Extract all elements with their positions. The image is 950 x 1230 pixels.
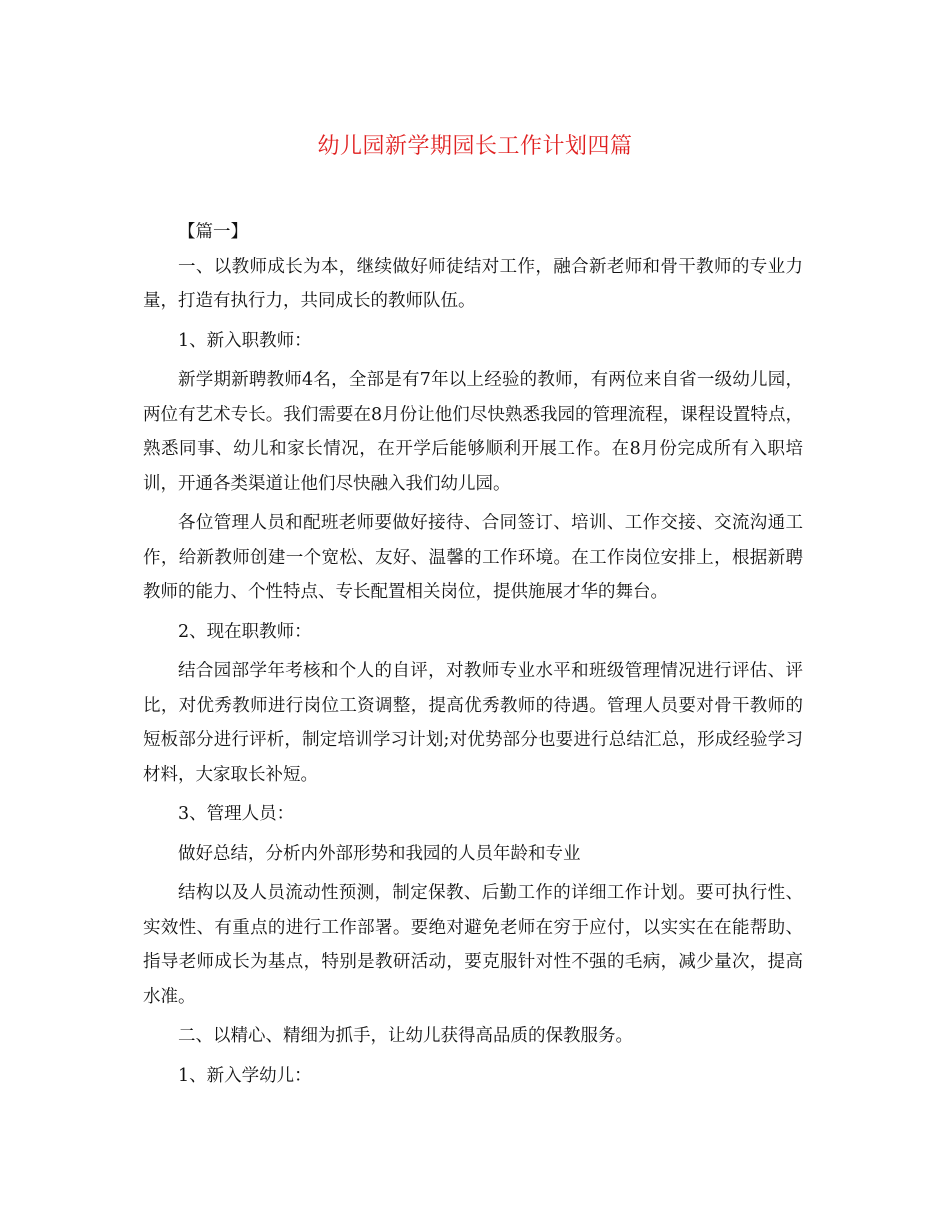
document-body [143,215,803,1093]
sub-heading: 1、新入学幼儿： [178,1065,312,1086]
section-heading: 二、以精心、精细为抓手，让幼儿获得高品质的保教服务。 [178,1026,633,1046]
page-title: 幼儿园新学期园长工作计划四篇 [317,134,633,159]
paragraph: 结构以及人员流动性预测，制定保教、后勤工作的详细工作计划。要可执行性、实效性、有重点的进行工作部署。要绝对避免老师在穷于应付，以实实在在能帮助、指导老师成长为基点，特别是教研活动，要克服针对性不强的毛病，减少量次，提高水准。 [143,883,803,1007]
sub-heading: 3、管理人员： [178,804,295,824]
paragraph: 做好总结，分析内外部形势和我园的人员年龄和专业 [178,843,581,864]
section-heading: 【篇一】 [178,222,248,242]
paragraph: 结合园部学年考核和个人的自评，对教师专业水平和班级管理情况进行评估、评比，对优秀教师进行岗位工资调整，提高优秀教师的待遇。管理人员要对骨干教师的短板部分进行评析，制定培训学习计划;对优势部分也要进行总结汇总，形成经验学习材料，大家取长补短。 [143,661,803,785]
paragraph: 一、以教师成长为本，继续做好师徒结对工作，融合新老师和骨干教师的专业力量，打造有执行力，共同成长的教师队伍。 [143,256,803,311]
sub-heading: 2、现在职教师： [178,621,312,642]
paragraph: 新学期新聘教师4名，全部是有7年以上经验的教师，有两位来自省一级幼儿园，两位有艺术专长。我们需要在8月份让他们尽快熟悉我园的管理流程，课程设置特点，熟悉同事、幼儿和家长情况，在开学后能够顺利开展工作。在8月份完成所有入职培训，开通各类渠道让他们尽快融入我们幼儿园。 [143,370,803,494]
paragraph: 各位管理人员和配班老师要做好接待、合同签订、培训、工作交接、交流沟通工作，给新教师创建一个宽松、友好、温馨的工作环境。在工作岗位安排上，根据新聘教师的能力、个性特点、专长配置相关岗位，提供施展才华的舞台。 [143,513,803,602]
sub-heading: 1、新入职教师： [178,330,312,351]
